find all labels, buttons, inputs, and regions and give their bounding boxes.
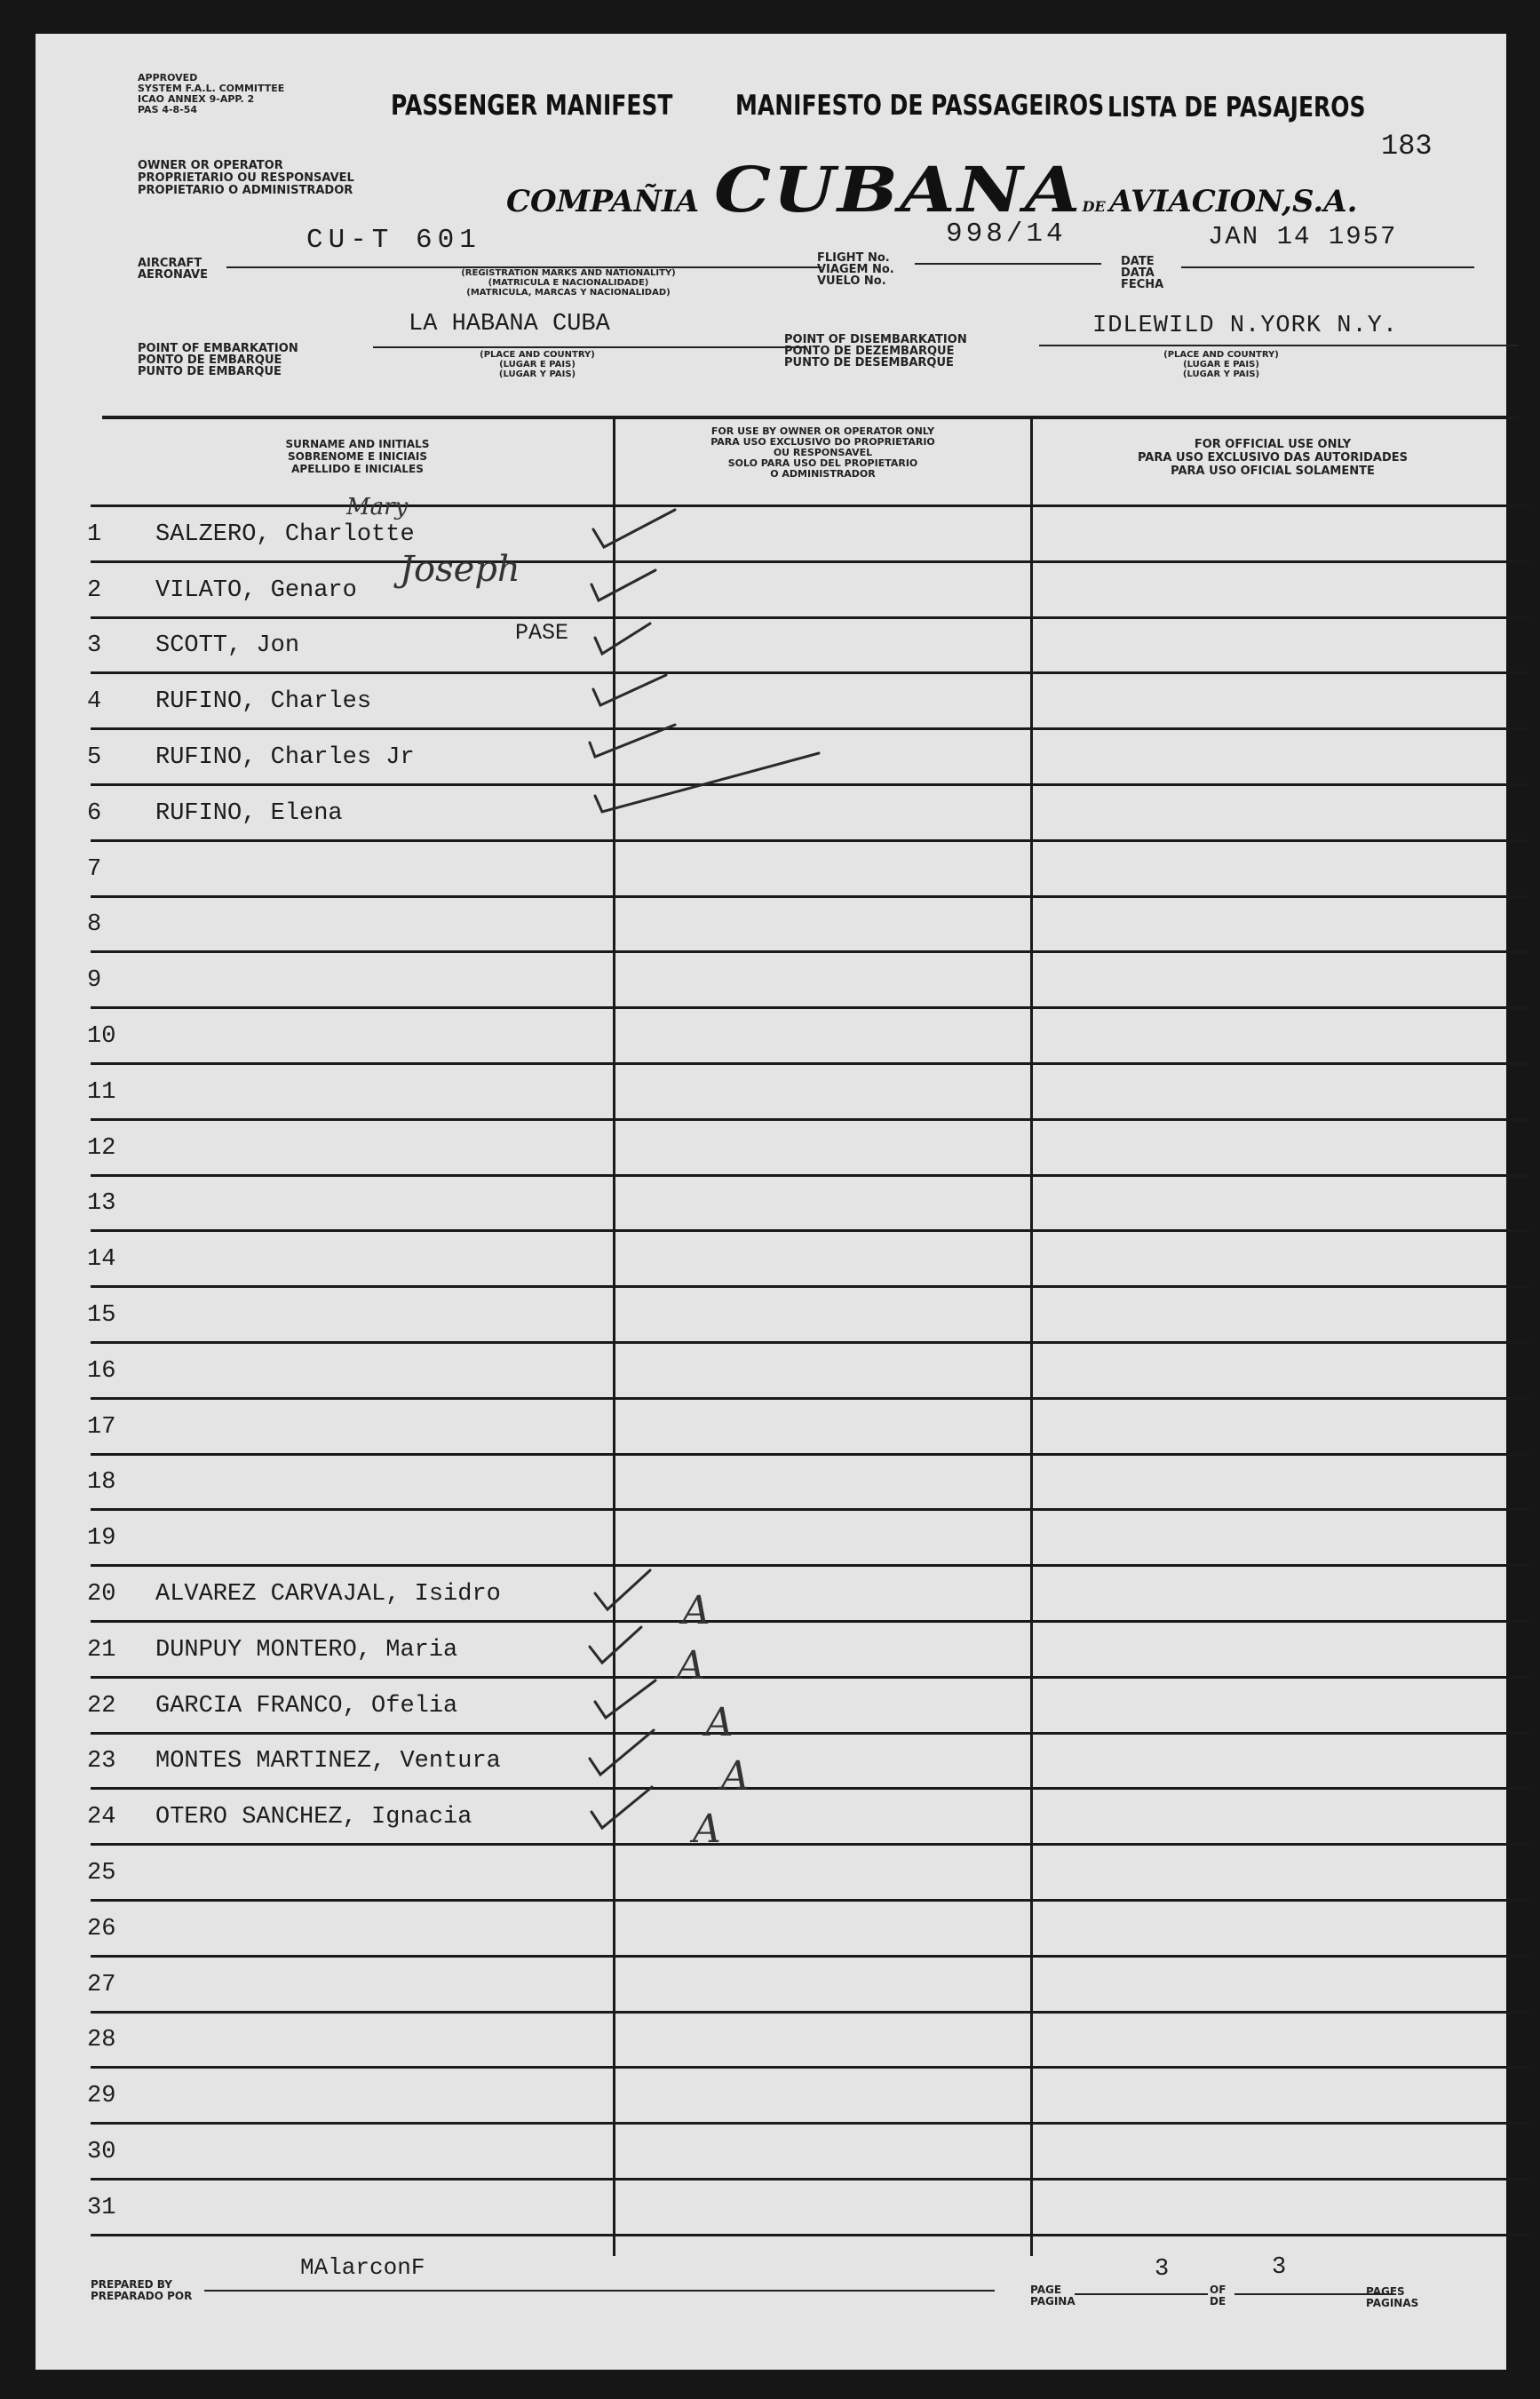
surname-header-line: APELLIDO E INICIALES	[291, 463, 424, 475]
check-icon	[590, 1627, 641, 1663]
flight-field-line	[915, 263, 1101, 265]
row-number: 3	[87, 632, 102, 659]
row-separator	[91, 1955, 1529, 1958]
embark-label: PONTO DE EMBARQUE	[138, 353, 282, 367]
disembark-sub-line: (LUGAR E PAIS)	[1183, 360, 1259, 369]
flight-value: 998/14	[946, 218, 1067, 250]
owner-labels	[138, 160, 354, 197]
aircraft-label: AIRCRAFT	[138, 257, 202, 270]
row-number: 16	[87, 1358, 116, 1385]
passenger-name: OTERO SANCHEZ, Ignacia	[155, 1804, 472, 1831]
approval-line: APPROVED	[138, 72, 198, 83]
row-separator	[91, 1285, 1529, 1288]
check-icon	[595, 1570, 650, 1609]
flight-label: VIAGEM No.	[817, 263, 894, 276]
page-label: PAGE	[1030, 2284, 1062, 2296]
check-icon	[593, 675, 666, 705]
prepared-label: PREPARED BY	[91, 2278, 172, 2291]
passenger-name: DUNPUY MONTERO, Maria	[155, 1637, 458, 1664]
embark-label: PUNTO DE EMBARQUE	[138, 365, 282, 378]
column-divider-2	[1030, 416, 1033, 2256]
row-number: 11	[87, 1079, 116, 1106]
title-english: PASSENGER MANIFEST	[391, 89, 673, 122]
passenger-name: GARCIA FRANCO, Ofelia	[155, 1693, 458, 1720]
row-number: 17	[87, 1414, 116, 1441]
page-label: PAGINA	[1030, 2295, 1076, 2308]
pages-label: PAGES	[1366, 2285, 1405, 2298]
row-number: 1	[87, 521, 102, 548]
mark-a: A	[682, 1588, 710, 1633]
date-label: FECHA	[1121, 278, 1164, 291]
row-separator	[91, 1564, 1529, 1567]
row-separator	[91, 1118, 1529, 1121]
check-marks-top	[568, 496, 853, 869]
row-number: 30	[87, 2139, 116, 2165]
surname-header-line: SURNAME AND INITIALS	[285, 438, 430, 450]
passenger-name: RUFINO, Elena	[155, 800, 343, 827]
disembark-sub-line: (LUGAR Y PAIS)	[1182, 369, 1260, 379]
passenger-name: RUFINO, Charles Jr	[155, 744, 415, 771]
row-number: 15	[87, 1302, 116, 1329]
aircraft-labels	[138, 258, 208, 281]
mark-a: A	[705, 1700, 734, 1745]
row-number: 25	[87, 1860, 116, 1887]
row-number: 2	[87, 577, 102, 604]
row-number: 23	[87, 1748, 116, 1775]
approval-line: SYSTEM F.A.L. COMMITTEE	[138, 83, 285, 94]
page-code: 183	[1381, 130, 1433, 163]
row-separator	[91, 2234, 1529, 2236]
embark-labels	[138, 343, 298, 377]
row-number: 19	[87, 1525, 116, 1552]
page-labels	[1030, 2284, 1076, 2308]
mark-a: A	[721, 1753, 750, 1799]
owner-use-header-line: PARA USO EXCLUSIVO DO PROPRIETARIO	[710, 436, 935, 448]
row2-handwritten-note: Joseph	[400, 549, 520, 590]
row-separator	[91, 1006, 1529, 1009]
prepared-label: PREPARADO POR	[91, 2290, 193, 2302]
of-label: DE	[1210, 2295, 1226, 2308]
official-use-header-line: PARA USO OFICIAL SOLAMENTE	[1171, 465, 1375, 478]
row-number: 24	[87, 1804, 116, 1831]
date-value: JAN 14 1957	[1208, 222, 1398, 251]
row-number: 13	[87, 1190, 116, 1217]
owner-use-header-line: OU RESPONSAVEL	[773, 447, 873, 458]
disembark-label: PONTO DE DEZEMBARQUE	[784, 345, 955, 358]
row-number: 12	[87, 1135, 116, 1162]
row-number: 7	[87, 856, 102, 883]
row3-pase-stamp: PASE	[515, 620, 569, 646]
brand-suffix: AVIACION,S.A.	[1109, 184, 1358, 219]
row-number: 21	[87, 1637, 116, 1664]
disembark-label: PUNTO DE DESEMBARQUE	[784, 356, 954, 369]
row-number: 6	[87, 800, 102, 827]
row-separator	[91, 1341, 1529, 1344]
surname-header-line: SOBRENOME E INICIAIS	[287, 450, 427, 463]
row-number: 5	[87, 744, 102, 771]
row-number: 20	[87, 1581, 116, 1608]
row-number: 18	[87, 1469, 116, 1496]
embark-subtitle	[431, 350, 644, 379]
disembark-value: IDLEWILD N.YORK N.Y.	[1092, 313, 1399, 339]
row-number: 27	[87, 1972, 116, 1998]
total-pages: 3	[1272, 2254, 1287, 2281]
row-separator	[91, 1732, 1529, 1735]
registration-subtitle	[364, 268, 773, 298]
flight-label: FLIGHT No.	[817, 251, 890, 265]
official-use-header-line: PARA USO EXCLUSIVO DAS AUTORIDADES	[1137, 451, 1409, 465]
of-labels	[1210, 2284, 1226, 2308]
embark-sub-line: (PLACE AND COUNTRY)	[480, 350, 595, 360]
brand-prefix: COMPAÑIA	[506, 184, 700, 219]
row-number: 8	[87, 911, 102, 938]
date-field-line	[1181, 266, 1474, 268]
owner-label: PROPRIETARIO OU RESPONSAVEL	[138, 171, 354, 185]
row-number: 26	[87, 1916, 116, 1942]
date-labels	[1121, 256, 1163, 290]
embark-sub-line: (LUGAR E PAIS)	[499, 360, 576, 369]
row-separator	[91, 1229, 1529, 1232]
registration-sub-line: (MATRICULA E NACIONALIDADE)	[488, 278, 649, 288]
row-separator	[91, 2066, 1529, 2069]
row-separator	[91, 895, 1529, 898]
row-separator	[91, 1787, 1529, 1790]
page-number: 3	[1155, 2256, 1170, 2283]
approval-line: ICAO ANNEX 9-APP. 2	[138, 93, 255, 105]
page-field-line	[1075, 2293, 1208, 2295]
prepared-labels	[91, 2279, 192, 2302]
row1-handwritten-note: Mary	[346, 494, 409, 520]
column-header-official-use	[1033, 438, 1512, 478]
aircraft-value: CU-T 601	[306, 225, 481, 256]
owner-use-header-line: O ADMINISTRADOR	[770, 468, 876, 480]
owner-label: PROPIETARIO O ADMINISTRADOR	[138, 184, 353, 197]
check-icon	[593, 510, 675, 547]
row-separator	[91, 1676, 1529, 1679]
passenger-name: SALZERO, Charlotte	[155, 521, 415, 548]
brand-main: CUBANA	[713, 153, 1083, 226]
check-icon	[595, 1680, 655, 1718]
embark-value: LA HABANA CUBA	[409, 311, 610, 338]
row-number: 22	[87, 1693, 116, 1720]
row-separator	[91, 1899, 1529, 1902]
prepared-by-value: MAlarconF	[300, 2254, 425, 2281]
pages-labels	[1366, 2286, 1418, 2309]
aircraft-label: AERONAVE	[138, 268, 209, 282]
check-icon	[595, 753, 819, 812]
embark-sub-line: (LUGAR Y PAIS)	[498, 369, 576, 379]
check-icon	[591, 570, 655, 600]
row-separator	[91, 1843, 1529, 1846]
row-separator	[91, 1620, 1529, 1623]
row-number: 31	[87, 2195, 116, 2221]
disembark-sub-line: (PLACE AND COUNTRY)	[1163, 350, 1279, 360]
row-separator	[91, 1508, 1529, 1511]
check-icon	[595, 624, 650, 654]
approval-block	[138, 73, 284, 115]
embark-label: POINT OF EMBARKATION	[138, 342, 298, 355]
owner-use-header-line: FOR USE BY OWNER OR OPERATOR ONLY	[710, 425, 935, 437]
title-spanish: LISTA DE PASAJEROS	[1107, 91, 1366, 123]
disembark-labels	[784, 334, 967, 369]
row-separator	[91, 1453, 1529, 1456]
check-icon	[590, 725, 675, 757]
date-label: DATE	[1121, 255, 1155, 268]
row-separator	[91, 2178, 1529, 2181]
disembark-field-line	[1039, 345, 1519, 346]
airline-logo	[506, 153, 1357, 226]
registration-sub-line: (REGISTRATION MARKS AND NATIONALITY)	[461, 268, 676, 278]
mark-a: A	[677, 1643, 705, 1688]
registration-sub-line: (MATRICULA, MARCAS Y NACIONALIDAD)	[466, 288, 671, 298]
owner-use-header-line: SOLO PARA USO DEL PROPIETARIO	[727, 457, 918, 469]
row-separator	[91, 950, 1529, 953]
title-portuguese: MANIFESTO DE PASSAGEIROS	[735, 89, 1105, 122]
row-number: 10	[87, 1023, 116, 1050]
column-header-owner-use	[615, 426, 1030, 480]
flight-label: VUELO No.	[817, 274, 886, 288]
column-header-surname	[102, 438, 613, 475]
row-separator	[91, 1062, 1529, 1065]
pages-label: PAGINAS	[1366, 2297, 1419, 2309]
passenger-name: VILATO, Genaro	[155, 577, 357, 604]
check-icon	[591, 1787, 652, 1828]
disembark-label: POINT OF DISEMBARKATION	[784, 333, 967, 346]
passenger-name: SCOTT, Jon	[155, 632, 300, 659]
manifest-sheet	[36, 34, 1506, 2370]
prepared-field-line	[204, 2290, 995, 2292]
row-number: 9	[87, 967, 102, 994]
row-separator	[91, 1174, 1529, 1177]
date-label: DATA	[1121, 266, 1155, 280]
row-separator	[91, 1397, 1529, 1400]
approval-line: PAS 4-8-54	[138, 104, 198, 115]
row-number: 14	[87, 1246, 116, 1273]
row-separator	[91, 2011, 1529, 2014]
check-icon	[590, 1730, 654, 1775]
flight-labels	[817, 252, 894, 287]
row-number: 4	[87, 688, 102, 715]
mark-a: A	[693, 1807, 721, 1852]
brand-connector: DE	[1082, 198, 1106, 215]
official-use-header-line: FOR OFFICIAL USE ONLY	[1194, 438, 1352, 451]
owner-label: OWNER OR OPERATOR	[138, 159, 283, 172]
passenger-name: RUFINO, Charles	[155, 688, 372, 715]
row-number: 28	[87, 2027, 116, 2053]
passenger-name: ALVAREZ CARVAJAL, Isidro	[155, 1581, 501, 1608]
disembark-subtitle	[1106, 350, 1337, 379]
passenger-name: MONTES MARTINEZ, Ventura	[155, 1748, 501, 1775]
of-label: OF	[1210, 2284, 1226, 2296]
row-separator	[91, 2122, 1529, 2125]
embark-field-line	[373, 346, 804, 348]
table-top-border	[102, 416, 1519, 419]
row-number: 29	[87, 2083, 116, 2109]
